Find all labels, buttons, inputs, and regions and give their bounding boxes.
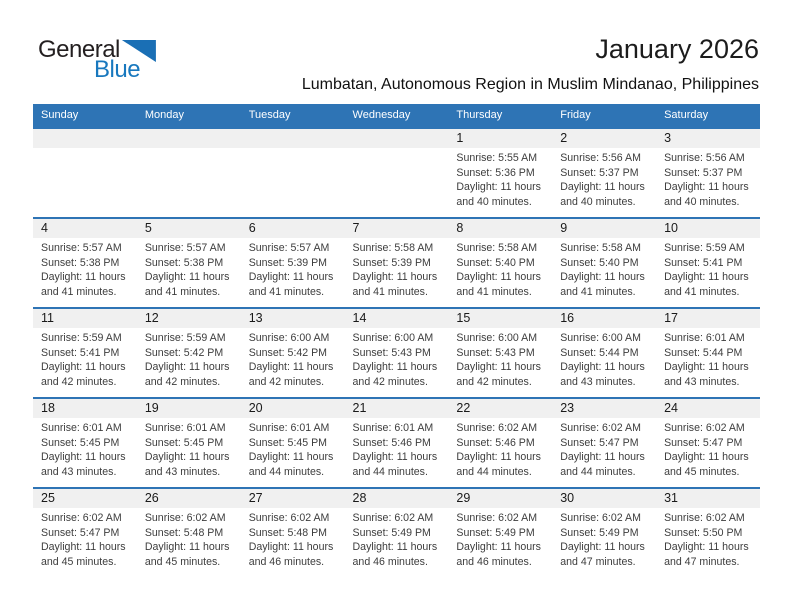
day-number: 15: [448, 309, 552, 328]
day-cell: [345, 128, 449, 218]
week-row: [33, 308, 760, 398]
day-details: Sunrise: 6:02 AM Sunset: 5:50 PM Daylight: 11 hours and 47 minutes.: [664, 512, 749, 569]
day-cell: [448, 308, 552, 398]
day-number: 7: [345, 219, 449, 238]
day-number: 22: [448, 399, 552, 418]
day-cell: [345, 308, 449, 398]
day-number: 25: [33, 489, 137, 508]
day-cell: [552, 488, 656, 577]
day-number: 11: [33, 309, 137, 328]
day-number: [241, 129, 345, 148]
day-cell: [656, 218, 760, 308]
day-number: 18: [33, 399, 137, 418]
day-details: Sunrise: 6:00 AM Sunset: 5:43 PM Daylight: 11 hours and 42 minutes.: [352, 332, 438, 389]
day-details: Sunrise: 5:57 AM Sunset: 5:38 PM Daylight: 11 hours and 41 minutes.: [144, 242, 230, 299]
day-number: 8: [448, 219, 552, 238]
day-cell: [448, 128, 552, 218]
day-cell: [345, 218, 449, 308]
day-number: 14: [345, 309, 449, 328]
day-details: Sunrise: 6:02 AM Sunset: 5:48 PM Daylight: 11 hours and 46 minutes.: [248, 512, 334, 569]
calendar-table: [33, 104, 760, 577]
general-blue-logo: [38, 38, 156, 82]
day-details: Sunrise: 5:59 AM Sunset: 5:41 PM Daylight: 11 hours and 41 minutes.: [664, 242, 749, 299]
day-details: Sunrise: 6:02 AM Sunset: 5:48 PM Daylight: 11 hours and 45 minutes.: [144, 512, 230, 569]
day-cell: [241, 308, 345, 398]
day-details: Sunrise: 6:02 AM Sunset: 5:47 PM Daylight: 11 hours and 45 minutes.: [41, 512, 126, 569]
day-details: Sunrise: 6:01 AM Sunset: 5:45 PM Daylight: 11 hours and 43 minutes.: [144, 422, 230, 479]
day-cell: [137, 308, 241, 398]
day-details: Sunrise: 5:57 AM Sunset: 5:38 PM Daylight: 11 hours and 41 minutes.: [41, 242, 126, 299]
weekday-header: Friday: [552, 104, 656, 128]
day-number: [137, 129, 241, 148]
day-details: Sunrise: 6:01 AM Sunset: 5:46 PM Daylight: 11 hours and 44 minutes.: [352, 422, 438, 479]
day-details: Sunrise: 6:01 AM Sunset: 5:45 PM Daylight: 11 hours and 44 minutes.: [248, 422, 334, 479]
day-cell: [33, 218, 137, 308]
day-details: Sunrise: 6:02 AM Sunset: 5:49 PM Daylight: 11 hours and 46 minutes.: [352, 512, 438, 569]
day-details: Sunrise: 5:59 AM Sunset: 5:41 PM Daylight: 11 hours and 42 minutes.: [41, 332, 126, 389]
calendar-body: [33, 128, 760, 577]
day-number: 31: [656, 489, 760, 508]
day-number: 10: [656, 219, 760, 238]
weekday-header: Wednesday: [345, 104, 449, 128]
day-cell: [137, 128, 241, 218]
day-cell: [241, 128, 345, 218]
day-details: Sunrise: 5:59 AM Sunset: 5:42 PM Daylight: 11 hours and 42 minutes.: [144, 332, 230, 389]
day-cell: [33, 308, 137, 398]
day-cell: [448, 488, 552, 577]
day-cell: [552, 218, 656, 308]
day-cell: [656, 128, 760, 218]
day-number: 13: [241, 309, 345, 328]
day-details: Sunrise: 6:00 AM Sunset: 5:43 PM Daylight: 11 hours and 42 minutes.: [456, 332, 541, 389]
day-details: Sunrise: 6:02 AM Sunset: 5:46 PM Daylight: 11 hours and 44 minutes.: [456, 422, 541, 479]
day-cell: [241, 398, 345, 488]
logo-text-blue: Blue: [94, 56, 141, 83]
day-details: Sunrise: 6:00 AM Sunset: 5:44 PM Daylight: 11 hours and 43 minutes.: [560, 332, 645, 389]
day-number: 5: [137, 219, 241, 238]
logo-text-general: General: [38, 36, 120, 63]
day-details: Sunrise: 6:01 AM Sunset: 5:45 PM Daylight: 11 hours and 43 minutes.: [41, 422, 126, 479]
weekday-row: [33, 104, 760, 128]
day-number: [33, 129, 137, 148]
day-number: 16: [552, 309, 656, 328]
day-number: 23: [552, 399, 656, 418]
week-row: [33, 128, 760, 218]
day-cell: [552, 128, 656, 218]
day-number: 26: [137, 489, 241, 508]
day-details: Sunrise: 6:00 AM Sunset: 5:42 PM Daylight: 11 hours and 42 minutes.: [248, 332, 334, 389]
week-row: [33, 488, 760, 577]
day-details: Sunrise: 6:01 AM Sunset: 5:44 PM Daylight: 11 hours and 43 minutes.: [664, 332, 749, 389]
week-row: [33, 218, 760, 308]
day-number: [345, 129, 449, 148]
day-cell: [345, 488, 449, 577]
day-cell: [33, 398, 137, 488]
header-titles: [302, 34, 759, 94]
day-number: 30: [552, 489, 656, 508]
weekday-header: Sunday: [33, 104, 137, 128]
day-cell: [345, 398, 449, 488]
week-row: [33, 398, 760, 488]
day-cell: [33, 128, 137, 218]
day-number: 6: [241, 219, 345, 238]
day-number: 1: [448, 129, 552, 148]
day-cell: [241, 218, 345, 308]
day-details: Sunrise: 5:58 AM Sunset: 5:40 PM Daylight: 11 hours and 41 minutes.: [560, 242, 645, 299]
day-number: 17: [656, 309, 760, 328]
page-subtitle: Lumbatan, Autonomous Region in Muslim Mindanao, Philippines: [301, 76, 759, 93]
day-details: Sunrise: 5:56 AM Sunset: 5:37 PM Daylight: 11 hours and 40 minutes.: [664, 152, 749, 209]
day-cell: [448, 218, 552, 308]
day-number: 2: [552, 129, 656, 148]
day-details: Sunrise: 5:55 AM Sunset: 5:36 PM Daylight: 11 hours and 40 minutes.: [456, 152, 541, 209]
day-cell: [241, 488, 345, 577]
day-cell: [552, 398, 656, 488]
day-number: 3: [656, 129, 760, 148]
day-cell: [33, 488, 137, 577]
day-details: Sunrise: 5:58 AM Sunset: 5:39 PM Daylight: 11 hours and 41 minutes.: [352, 242, 438, 299]
day-cell: [552, 308, 656, 398]
day-details: Sunrise: 5:57 AM Sunset: 5:39 PM Daylight: 11 hours and 41 minutes.: [248, 242, 334, 299]
day-cell: [656, 398, 760, 488]
weekday-header: Monday: [137, 104, 241, 128]
day-cell: [137, 488, 241, 577]
day-number: 29: [448, 489, 552, 508]
day-number: 20: [241, 399, 345, 418]
day-details: Sunrise: 5:56 AM Sunset: 5:37 PM Daylight: 11 hours and 40 minutes.: [560, 152, 645, 209]
day-details: Sunrise: 5:58 AM Sunset: 5:40 PM Daylight: 11 hours and 41 minutes.: [456, 242, 541, 299]
day-number: 27: [241, 489, 345, 508]
day-cell: [137, 398, 241, 488]
day-number: 4: [33, 219, 137, 238]
day-cell: [656, 308, 760, 398]
day-details: Sunrise: 6:02 AM Sunset: 5:47 PM Daylight: 11 hours and 45 minutes.: [664, 422, 749, 479]
day-cell: [448, 398, 552, 488]
day-number: 24: [656, 399, 760, 418]
weekday-header: Thursday: [448, 104, 552, 128]
day-number: 28: [345, 489, 449, 508]
day-number: 21: [345, 399, 449, 418]
day-number: 12: [137, 309, 241, 328]
day-details: Sunrise: 6:02 AM Sunset: 5:49 PM Daylight: 11 hours and 46 minutes.: [456, 512, 541, 569]
day-details: Sunrise: 6:02 AM Sunset: 5:49 PM Daylight: 11 hours and 47 minutes.: [560, 512, 645, 569]
day-number: 9: [552, 219, 656, 238]
day-cell: [656, 488, 760, 577]
day-cell: [137, 218, 241, 308]
day-details: Sunrise: 6:02 AM Sunset: 5:47 PM Daylight: 11 hours and 44 minutes.: [560, 422, 645, 479]
weekday-header: Tuesday: [241, 104, 345, 128]
page-title: January 2026: [595, 34, 759, 64]
day-number: 19: [137, 399, 241, 418]
weekday-header: Saturday: [656, 104, 760, 128]
